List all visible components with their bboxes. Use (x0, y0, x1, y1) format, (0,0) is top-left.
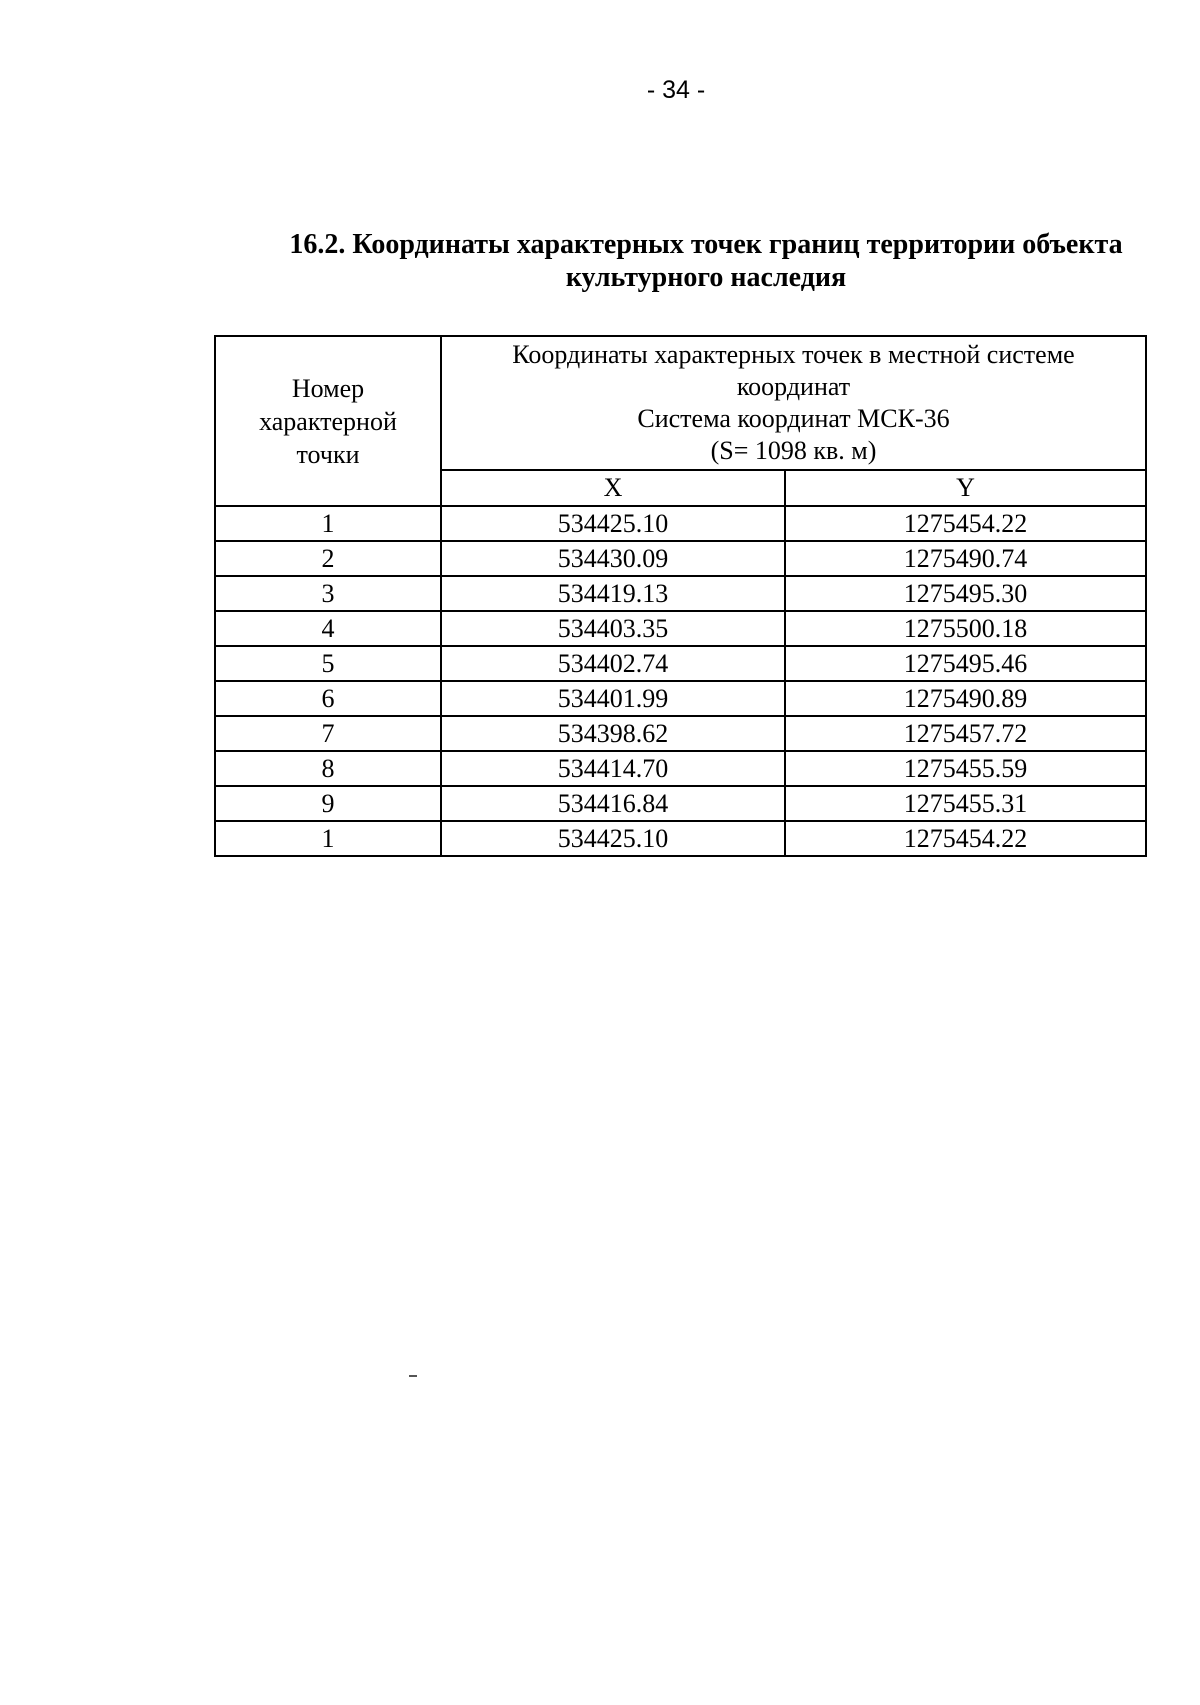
point-number-cell: 5 (215, 646, 441, 681)
y-coordinate-cell: 1275455.59 (785, 751, 1146, 786)
caption-line: (S= 1098 кв. м) (710, 436, 877, 465)
y-coordinate-cell: 1275495.46 (785, 646, 1146, 681)
point-number-cell: 7 (215, 716, 441, 751)
point-header-line: Номер (291, 373, 365, 403)
point-number-header (215, 336, 441, 506)
x-coordinate-cell: 534403.35 (441, 611, 785, 646)
y-coordinate-cell: 1275457.72 (785, 716, 1146, 751)
section-title: 16.2. Координаты характерных точек границ территории объекта культурного наследия (289, 229, 1123, 293)
point-header-line: точки (296, 439, 360, 469)
x-coordinate-cell: 534402.74 (441, 646, 785, 681)
x-coordinate-cell: 534425.10 (441, 821, 785, 856)
point-number-cell: 4 (215, 611, 441, 646)
x-coordinate-cell: 534419.13 (441, 576, 785, 611)
y-coordinate-cell: 1275495.30 (785, 576, 1146, 611)
point-number-cell: 2 (215, 541, 441, 576)
y-coordinate-cell: 1275454.22 (785, 821, 1146, 856)
coordinates-table (214, 335, 1147, 857)
x-coordinate-cell: 534425.10 (441, 506, 785, 541)
x-coordinate-cell: 534398.62 (441, 716, 785, 751)
scan-artifact-mark (409, 1375, 417, 1377)
x-coordinate-cell: 534416.84 (441, 786, 785, 821)
y-column-header: Y (785, 470, 1146, 506)
table-row (215, 751, 1146, 786)
y-coordinate-cell: 1275490.89 (785, 681, 1146, 716)
point-number-cell: 8 (215, 751, 441, 786)
point-number-cell: 1 (215, 506, 441, 541)
point-number-cell: 3 (215, 576, 441, 611)
x-coordinate-cell: 534414.70 (441, 751, 785, 786)
x-coordinate-cell: 534430.09 (441, 541, 785, 576)
y-coordinate-cell: 1275490.74 (785, 541, 1146, 576)
y-coordinate-cell: 1275454.22 (785, 506, 1146, 541)
table-row (215, 576, 1146, 611)
point-number-cell: 6 (215, 681, 441, 716)
caption-line: Координаты характерных точек в местной системе (512, 340, 1075, 369)
y-coordinate-cell: 1275455.31 (785, 786, 1146, 821)
table-row (215, 506, 1146, 541)
table-row (215, 646, 1146, 681)
point-number-cell: 1 (215, 821, 441, 856)
point-header-line: характерной (259, 406, 397, 436)
table-row (215, 716, 1146, 751)
page-number: - 34 - (646, 76, 706, 104)
point-number-cell: 9 (215, 786, 441, 821)
table-row (215, 786, 1146, 821)
coordinates-caption-header (441, 336, 1146, 470)
y-coordinate-cell: 1275500.18 (785, 611, 1146, 646)
table-row (215, 681, 1146, 716)
table-row (215, 821, 1146, 856)
table-body (215, 506, 1146, 856)
caption-line: Система координат МСК-36 (637, 404, 950, 433)
table-row (215, 541, 1146, 576)
x-coordinate-cell: 534401.99 (441, 681, 785, 716)
table-row (215, 611, 1146, 646)
caption-line: координат (736, 372, 851, 401)
x-column-header: X (441, 470, 785, 506)
table-header (215, 336, 1146, 506)
